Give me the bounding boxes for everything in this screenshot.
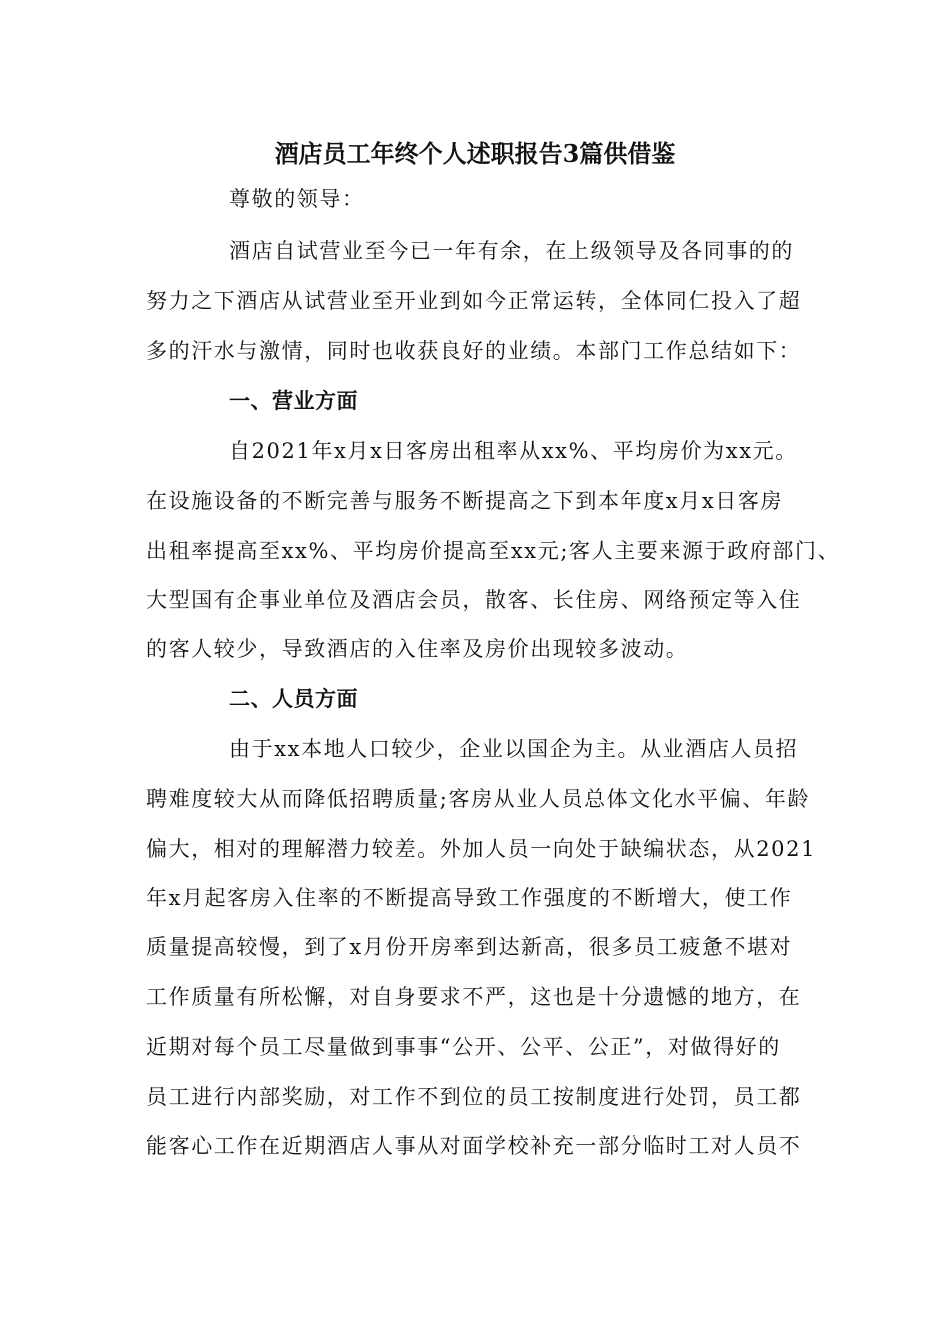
section2-line-6: 工作质量有所松懈，对自身要求不严，这也是十分遗憾的地方，在 (146, 985, 802, 1009)
section2-line-2: 聘难度较大从而降低招聘质量;客房从业人员总体文化水平偏、年龄 (146, 787, 811, 811)
section1-line-4: 大型国有企事业单位及酒店会员，散客、长住房、网络预定等入住 (146, 588, 802, 612)
section2-line-5: 质量提高较慢，到了x月份开房率到达新高，很多员工疲惫不堪对 (146, 935, 793, 959)
section2-line-9: 能客心工作在近期酒店人事从对面学校补充一部分临时工对人员不 (146, 1134, 802, 1158)
section1-line-1: 自2021年x月x日客房出租率从xx%、平均房价为xx元。 (229, 439, 798, 463)
section2-line-4: 年x月起客房入住率的不断提高导致工作强度的不断增大，使工作 (146, 886, 793, 910)
section-heading-business: 一、营业方面 (229, 388, 358, 413)
salutation: 尊敬的领导： (229, 187, 365, 211)
section2-line-3: 偏大，相对的理解潜力较差。外加人员一向处于缺编状态，从2021 (146, 837, 817, 861)
section2-line-8: 员工进行内部奖励，对工作不到位的员工按制度进行处罚，员工都 (146, 1085, 802, 1109)
intro-line-1: 酒店自试营业至今已一年有余，在上级领导及各同事的的 (229, 239, 794, 263)
document-title: 酒店员工年终个人述职报告3篇供借鉴 (274, 139, 676, 168)
section2-line-1: 由于xx本地人口较少，企业以国企为主。从业酒店人员招 (229, 737, 799, 761)
section1-line-5: 的客人较少，导致酒店的入住率及房价出现较多波动。 (146, 637, 689, 661)
section1-line-2: 在设施设备的不断完善与服务不断提高之下到本年度x月x日客房 (146, 489, 784, 513)
section1-line-3: 出租率提高至xx%、平均房价提高至xx元;客人主要来源于政府部门、 (146, 539, 841, 563)
intro-line-2: 努力之下酒店从试营业至开业到如今正常运转，全体同仁投入了超 (146, 289, 802, 313)
intro-line-3: 多的汗水与激情，同时也收获良好的业绩。本部门工作总结如下： (146, 339, 802, 363)
section-heading-staff: 二、人员方面 (229, 686, 358, 711)
section2-line-7: 近期对每个员工尽量做到事事“公开、公平、公正”，对做得好的 (146, 1035, 781, 1059)
